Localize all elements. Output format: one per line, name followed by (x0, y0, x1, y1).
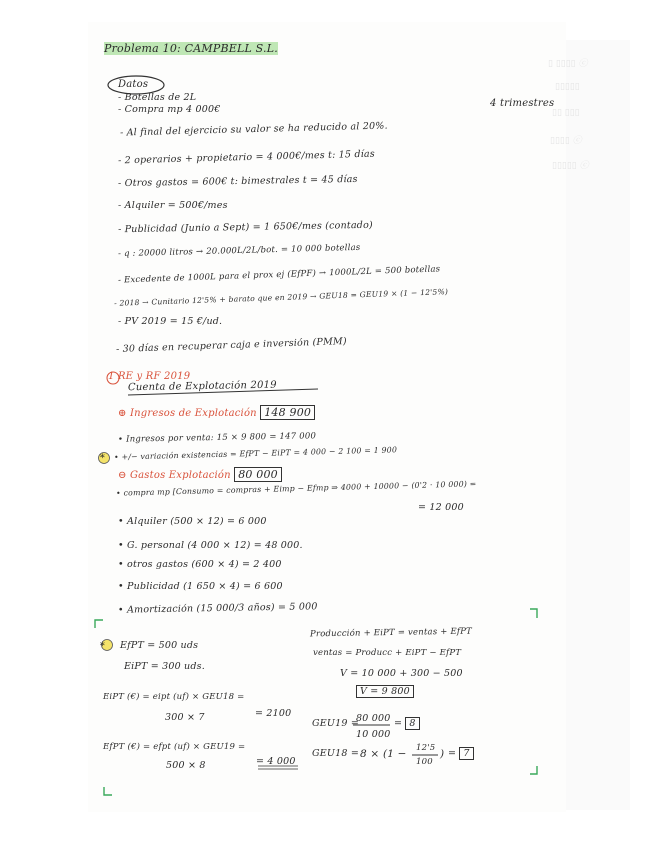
geu18-denominator: 100 (416, 757, 433, 767)
corner-mark (530, 766, 537, 774)
ghost-text: ▯▯▯▯▯ ⓒ (552, 161, 589, 171)
data-item: - Al final del ejercicio su valor se ha reducido al 20%. (119, 120, 388, 139)
data-item: - Publicidad (Junio a Sept) = 1 650€/mes (contado) (117, 219, 373, 236)
v-eq: V = 10 000 + 300 − 500 (340, 668, 463, 679)
corner-mark (95, 620, 103, 628)
gastos-item: • Alquiler (500 × 12) = 6 000 (118, 516, 267, 527)
geu19-numerator: 80 000 (356, 713, 391, 724)
data-item: - Excedente de 1000L para el prox ej (EfPF) → 1000L/2L = 500 botellas (117, 264, 441, 286)
efpt-calc-values: 500 × 8 (166, 760, 206, 771)
gastos-item: • Amortización (15 000/3 años) = 5 000 (117, 601, 318, 616)
ventas-eq: ventas = Producc + EiPT − EfPT (313, 648, 462, 658)
geu19-result: = 8 (394, 718, 420, 729)
problem-title-text: Problema 10: CAMPBELL S.L. (104, 42, 278, 55)
star-marker: ∗ (99, 639, 106, 650)
gastos-label: ⊖ Gastos Explotación 80 000 (118, 468, 282, 481)
gastos-total-box: 80 000 (234, 467, 282, 482)
geu19-denominator: 10 000 (356, 729, 391, 740)
geu18-close: ) (440, 748, 445, 760)
data-item: - PV 2019 = 15 €/ud. (118, 316, 223, 327)
ingresos-item: • Ingresos por venta: 15 × 9 800 = 147 000 (117, 431, 317, 445)
data-item: - Alquiler = 500€/mes (118, 200, 228, 211)
geu18-expr: 8 × (1 − (360, 748, 407, 760)
section-subheading: Cuenta de Explotación 2019 (127, 379, 277, 394)
data-item: - Otros gastos = 600€ t: bimestrales t = 45 días (117, 173, 358, 190)
eipt-units: EiPT = 300 uds. (124, 661, 205, 672)
section-heading: 1 RE y RF 2019 (108, 371, 191, 382)
geu18-label: GEU18 = (312, 748, 359, 759)
problem-title (104, 42, 278, 55)
efpt-calc-label: EfPT (€) = efpt (uf) × GEU19 = (103, 742, 246, 752)
geu19-result-box: 8 (405, 717, 419, 730)
ingresos-item: • +/− variación existencias = EfPT − EiPT = 4 000 − 2 100 = 1 900 (113, 445, 398, 462)
ghost-text: ▯ ▯▯▯▯ ⓒ (548, 59, 588, 69)
gastos-item: • compra mp [Consumo = compras + Eimp − Efmp ⇒ 4000 + 10000 − (0'2 · 10 000) = (115, 479, 477, 498)
side-note: 4 trimestres (490, 98, 555, 109)
eipt-calc-values: 300 × 7 (165, 712, 205, 723)
efpt-units: EfPT = 500 uds (120, 640, 199, 651)
ingresos-label: ⊕ Ingresos de Explotación 148 900 (118, 406, 315, 419)
star-marker: ∗ (99, 451, 106, 462)
corner-mark (104, 787, 112, 795)
data-item: - Botellas de 2L (118, 92, 197, 103)
data-item: - 2 operarios + propietario = 4 000€/mes t: 15 días (117, 148, 376, 167)
corner-mark (530, 609, 537, 618)
data-item: - 2018 → Cunitario 12'5% + barato que en 2019 → GEU18 = GEU19 × (1 − 12'5%) (113, 287, 449, 308)
gastos-item: • G. personal (4 000 × 12) = 48 000. (118, 540, 303, 551)
geu18-result: = 7 (448, 748, 474, 759)
geu19-label: GEU19 = (312, 718, 359, 729)
produccion-eq: Producción + EiPT = ventas + EfPT (309, 626, 473, 640)
consumo-result: = 12 000 (418, 502, 464, 513)
ghost-text: ▯▯▯▯▯ (555, 82, 580, 92)
ghost-text: ▯▯▯▯ ⓒ (550, 136, 582, 146)
geu18-result-box: 7 (459, 747, 473, 760)
data-item: - 30 días en recuperar caja e inversión (PMM) (115, 335, 347, 356)
eipt-calc-label: EiPT (€) = eipt (uf) × GEU18 = (103, 692, 245, 702)
data-item: - q : 20000 litros → 20.000L/2L/bot. = 10 000 botellas (117, 242, 361, 260)
v-result (356, 686, 414, 697)
gastos-item: • otros gastos (600 × 4) = 2 400 (118, 559, 282, 570)
gastos-item: • Publicidad (1 650 × 4) = 6 600 (118, 581, 283, 592)
eipt-calc-result: = 2100 (255, 708, 292, 719)
efpt-calc-result: = 4 000 (256, 756, 296, 767)
ingresos-total-box: 148 900 (260, 405, 315, 420)
v-result-box: V = 9 800 (356, 685, 414, 698)
data-item: - Compra mp 4 000€ (118, 104, 221, 115)
ghost-text: ▯▯ ▯▯▯ (552, 108, 580, 118)
datos-label: Datos (118, 79, 149, 90)
geu18-numerator: 12'5 (416, 743, 436, 753)
